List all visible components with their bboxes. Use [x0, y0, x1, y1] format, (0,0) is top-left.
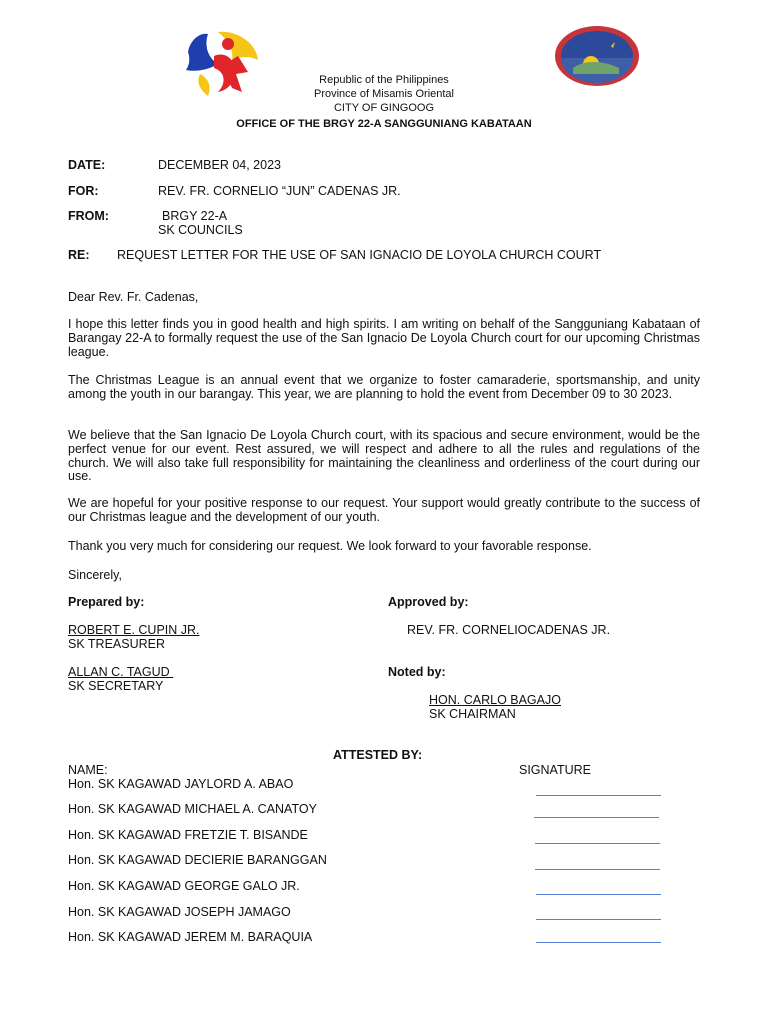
from-value-line1: BRGY 22-A	[162, 209, 228, 223]
date-label: DATE:	[68, 158, 106, 172]
approver-name: REV. FR. CORNELIOCADENAS JR.	[407, 623, 611, 637]
paragraph-5: Thank you very much for considering our request. We look forward to your favorable response.	[68, 539, 592, 553]
approved-by-label: Approved by:	[388, 595, 469, 609]
from-label: FROM:	[68, 209, 109, 223]
signature-line	[535, 869, 660, 870]
attested-by-title: ATTESTED BY:	[333, 748, 423, 762]
preparer-1-title: SK TREASURER	[68, 637, 166, 651]
for-value: REV. FR. CORNELIO “JUN” CADENAS JR.	[158, 184, 401, 198]
from-value-line2: SK COUNCILS	[158, 223, 243, 237]
signature-line	[536, 894, 661, 895]
header-office: OFFICE OF THE BRGY 22-A SANGGUNIANG KABATAAN	[236, 118, 532, 130]
paragraph-1: I hope this letter finds you in good health and high spirits. I am writing on behalf of the Sangguniang Kabataan of Barangay 22-A to formally request the use of the San Ignacio De Loyola Church court for our upcoming Christmas league.	[68, 317, 700, 359]
signature-line	[534, 817, 659, 818]
member-name: Hon. SK KAGAWAD DECIERIE BARANGGAN	[68, 853, 327, 867]
name-column-header: NAME:	[68, 763, 108, 777]
signature-line	[536, 795, 661, 796]
preparer-2-name: ALLAN C. TAGUD	[68, 665, 174, 679]
noted-title: SK CHAIRMAN	[429, 707, 516, 721]
closing: Sincerely,	[68, 568, 122, 582]
paragraph-4: We are hopeful for your positive response to our request. Your support would greatly contribute to the success of our Christmas league and the development of our youth.	[68, 496, 700, 524]
header-city: CITY OF GINGOOG	[333, 102, 435, 114]
signature-column-header: SIGNATURE	[519, 763, 591, 777]
member-name: Hon. SK KAGAWAD FRETZIE T. BISANDE	[68, 828, 308, 842]
prepared-by-label: Prepared by:	[68, 595, 145, 609]
member-name: Hon. SK KAGAWAD JAYLORD A. ABAO	[68, 777, 294, 791]
preparer-1-name: ROBERT E. CUPIN JR.	[68, 623, 200, 637]
preparer-2-title: SK SECRETARY	[68, 679, 164, 693]
member-name: Hon. SK KAGAWAD MICHAEL A. CANATOY	[68, 802, 317, 816]
signature-line	[536, 919, 661, 920]
member-name: Hon. SK KAGAWAD GEORGE GALO JR.	[68, 879, 300, 893]
signature-line	[536, 942, 661, 943]
noted-by-label: Noted by:	[388, 665, 446, 679]
date-value: DECEMBER 04, 2023	[158, 158, 281, 172]
for-label: FOR:	[68, 184, 99, 198]
paragraph-2: The Christmas League is an annual event that we organize to foster camaraderie, sportsmanship, and unity among the youth in our barangay. This year, we are planning to hold the event from December 09 to 30 2023.	[68, 373, 700, 401]
member-name: Hon. SK KAGAWAD JOSEPH JAMAGO	[68, 905, 291, 919]
re-value: REQUEST LETTER FOR THE USE OF SAN IGNACIO DE LOYOLA CHURCH COURT	[117, 248, 602, 262]
header-province: Province of Misamis Oriental	[314, 88, 454, 100]
paragraph-3: We believe that the San Ignacio De Loyola Church court, with its spacious and secure environment, would be the perfect venue for our event. Rest assured, we will respect and adhere to all the rules and regulations of the church. We will also take full responsibility for maintaining the cleanliness and orderliness of the court during our use.	[68, 428, 700, 484]
salutation: Dear Rev. Fr. Cadenas,	[68, 290, 199, 304]
header-republic: Republic of the Philippines	[319, 74, 449, 86]
noted-name: HON. CARLO BAGAJO	[429, 693, 561, 707]
signature-line	[535, 843, 660, 844]
re-label: RE:	[68, 248, 90, 262]
member-name: Hon. SK KAGAWAD JEREM M. BARAQUIA	[68, 930, 313, 944]
